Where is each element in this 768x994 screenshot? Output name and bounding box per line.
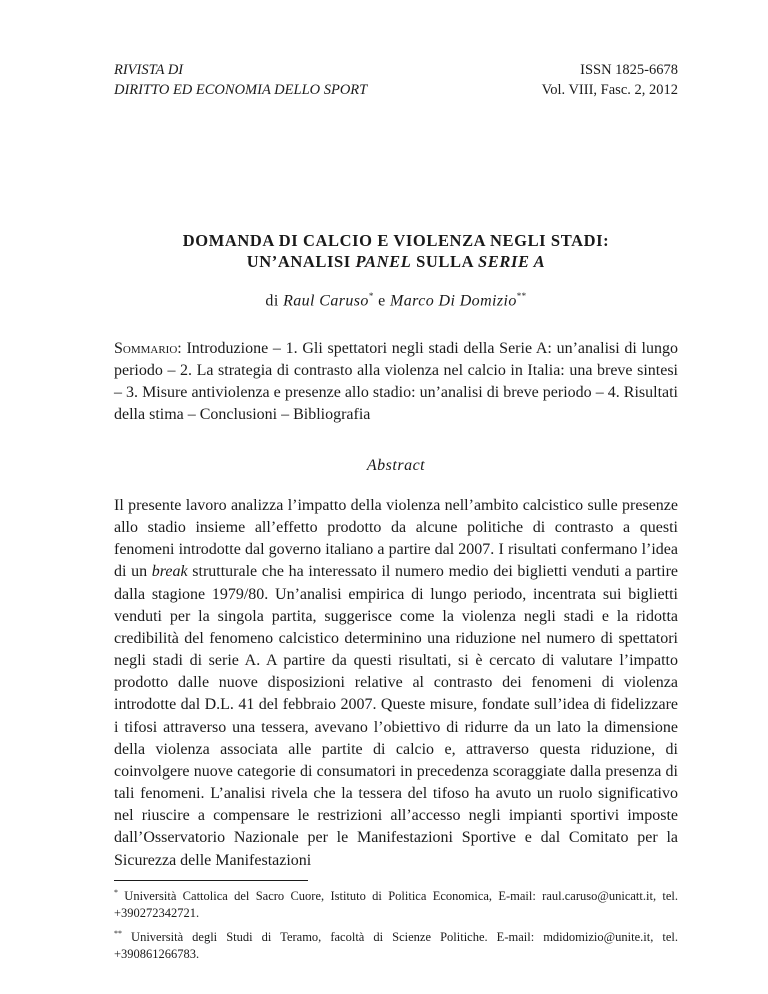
journal-name-line1: RIVISTA DI — [114, 62, 184, 78]
title-text: UN’ANALISI — [246, 252, 356, 271]
journal-name — [114, 60, 367, 100]
title-italic-serie-a: SERIE A — [477, 252, 546, 271]
footnote-text: Università Cattolica del Sacro Cuore, Istituto di Politica Economica, E-mail: raul.caruso@unicatt.it, tel. +390272342721. — [114, 889, 678, 921]
volume-issue: Vol. VIII, Fasc. 2, 2012 — [541, 82, 678, 98]
authors-line — [114, 291, 678, 310]
summary-text: : Introduzione – 1. Gli spettatori negli stadi della Serie A: un’analisi di lungo periodo – 2. La strategia di contrasto alla violenza nel calcio in Italia: una breve sintesi – 3. Misure antiviolenza e presenze allo stadio: un’analisi di breve periodo – 4. Risultati della stima – Conclusioni – Bibliografia — [114, 340, 678, 423]
footnote-di-domizio — [114, 925, 678, 963]
journal-name-line2: DIRITTO ED ECONOMIA DELLO SPORT — [114, 82, 368, 98]
journal-issue-info — [542, 60, 678, 100]
title-line1: DOMANDA DI CALCIO E VIOLENZA NEGLI STADI: — [182, 231, 610, 250]
footnote-mark: * — [114, 888, 118, 897]
table-of-contents-summary — [114, 338, 678, 426]
summary-label: Sommario — [114, 340, 178, 357]
footnotes — [114, 884, 678, 966]
abstract-italic-break: break — [151, 563, 188, 581]
footnote-mark: * — [368, 291, 374, 301]
authors-conjunction: e — [373, 292, 391, 310]
abstract-text: strutturale che ha interessato il numero medio dei biglietti venduti a partire dalla stagione 1979/80. Un’analisi empirica di lungo periodo, incentrata sui biglietti venduti per la singola partita, suggerisce come la violenza negli stadi e la ridotta credibilità del fenomeno calcistico determinino una riduzione nel numero di spettatori negli stadi di serie A. A partire da questi risultati, si è cercato di valutare l’impatto prodotto dalle nuove disposizioni relative al contrasto dei fenomeni di violenza introdotte dal D.L. 41 del febbraio 2007. Queste misure, fondate sull’idea di fidelizzare i tifosi attraverso una tessera, avevano l’obiettivo di ridurre da un lato la dimensione della violenza associata alle partite di calcio e, attraverso questa riduzione, di coinvolgere nuove categorie di consumatori in precedenza scoraggiate dalla presenza di tali fenomeni. L’analisi rivela che la tessera del tifoso ha avuto un ruolo significativo nel riuscire a compensare le restrizioni all’accesso negli impianti sportivi imposte dall’Osservatorio Nazionale per le Manifestazioni Sportive e dal Comitato per la Sicurezza delle Manifestazioni — [114, 563, 678, 869]
footnote-caruso — [114, 884, 678, 922]
abstract-heading: Abstract — [366, 457, 426, 474]
author-di-domizio: Marco Di Domizio — [390, 292, 517, 310]
title-text: SULLA — [411, 252, 478, 271]
footnote-text: Università degli Studi di Teramo, facoltà di Scienze Politiche. E-mail: mdidomizio@unite.it, tel. +390861266783. — [114, 930, 678, 962]
footnote-mark: ** — [114, 929, 122, 939]
abstract-text: Il presente lavoro analizza l’impatto della violenza nell’ambito calcistico sulle presenze allo stadio insieme all’effetto prodotto da alcune politiche di contrasto a questi fenomeni introdotte dal governo italiano a partire dal 2007. I risultati confermano l’idea di un — [114, 497, 678, 581]
paper-title — [114, 230, 678, 272]
issn: ISSN 1825-6678 — [580, 62, 678, 78]
abstract-body — [114, 495, 678, 872]
footnote-mark: ** — [516, 291, 527, 301]
title-italic-panel: PANEL — [355, 252, 412, 271]
author-caruso: Raul Caruso — [283, 292, 369, 310]
title-line2 — [114, 251, 678, 272]
authors-prefix: di — [265, 292, 284, 310]
footnote-separator — [114, 880, 308, 881]
